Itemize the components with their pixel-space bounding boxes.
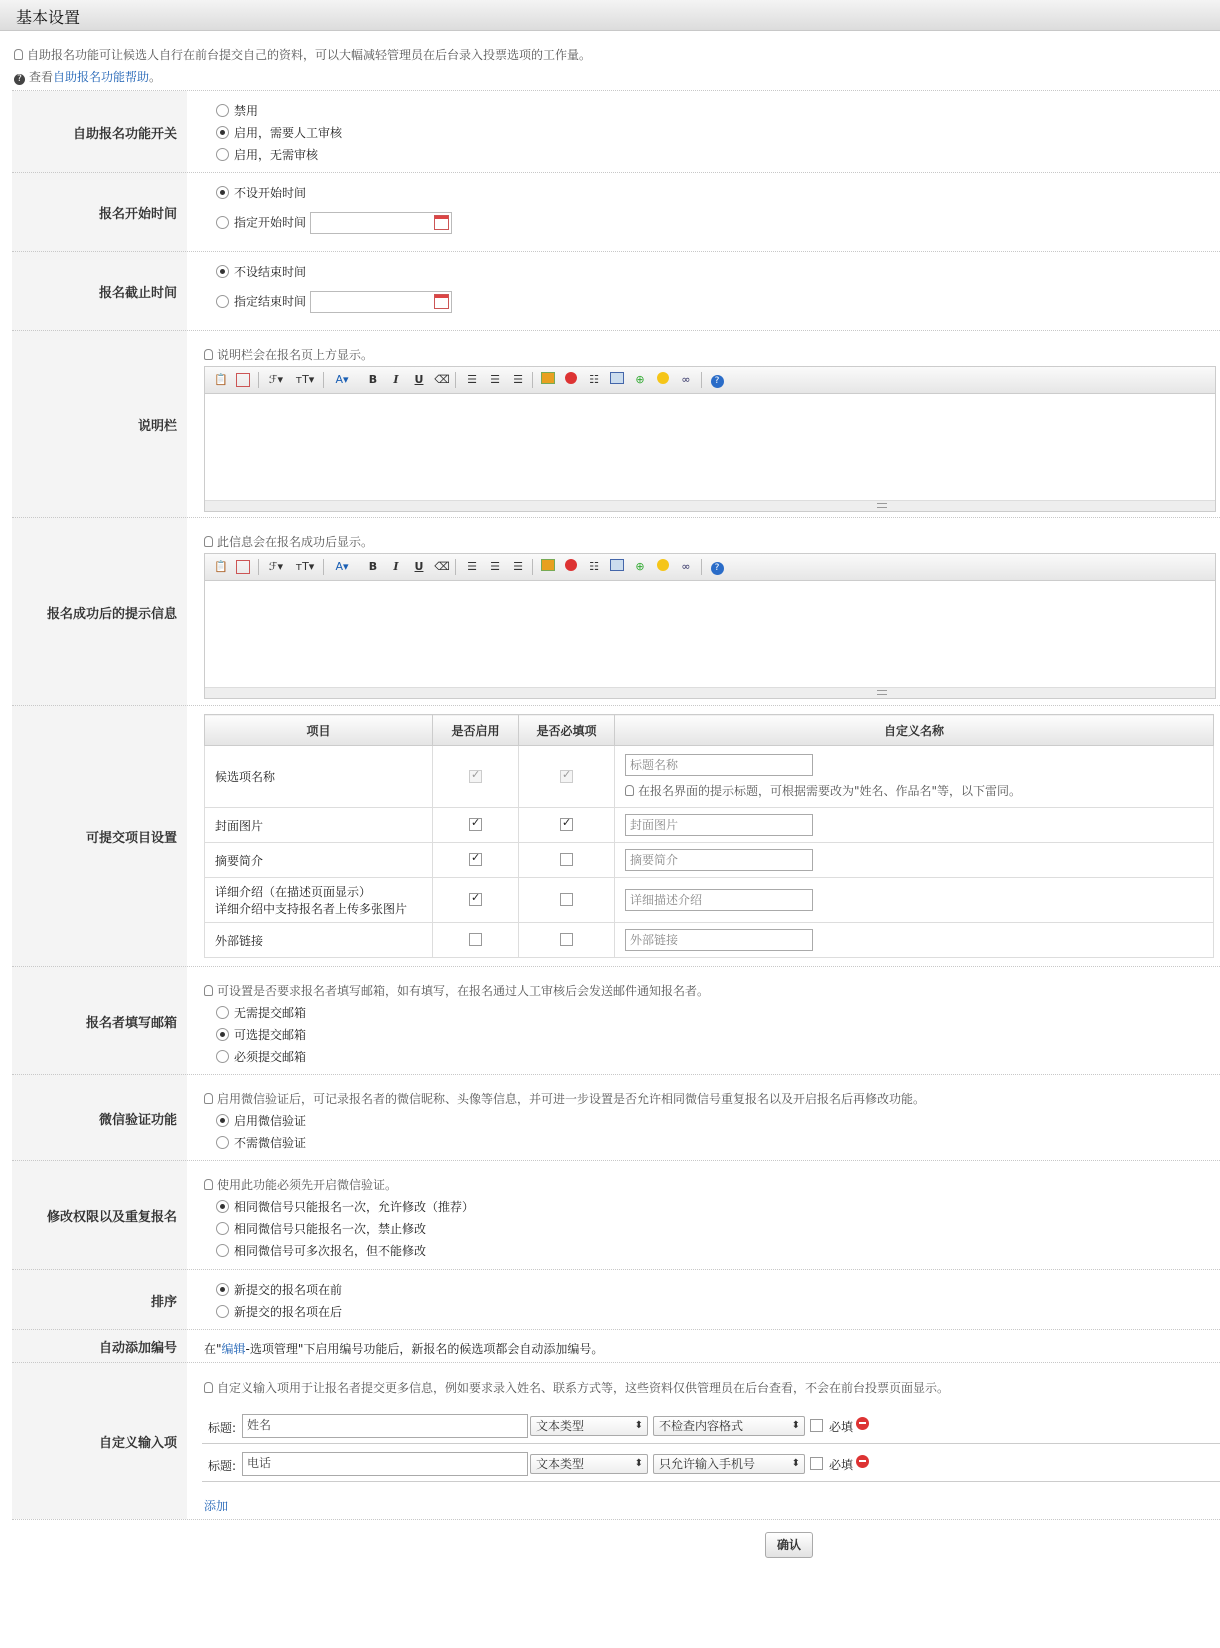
calendar-icon[interactable] bbox=[434, 294, 449, 309]
table-row bbox=[205, 923, 1214, 958]
row-email bbox=[12, 966, 1220, 1075]
sort-new-last[interactable]: 新提交的报名项在后 bbox=[216, 1303, 342, 1320]
font-size-icon[interactable]: ᴛT▾ bbox=[295, 560, 315, 573]
lightbulb-icon bbox=[204, 536, 213, 547]
wechat-enable[interactable]: 启用微信验证 bbox=[216, 1112, 306, 1129]
item-name: 候选项名称 bbox=[205, 746, 433, 808]
start-date-input[interactable] bbox=[310, 212, 452, 234]
table-row bbox=[205, 878, 1214, 923]
desc-tip: 说明栏会在报名页上方显示。 bbox=[204, 346, 373, 363]
paste-icon[interactable]: 📋 bbox=[214, 560, 228, 573]
list-icon[interactable]: ☷ bbox=[589, 560, 599, 573]
table-icon[interactable] bbox=[609, 559, 625, 575]
editor-resize[interactable] bbox=[205, 500, 1215, 511]
table-row bbox=[205, 843, 1214, 878]
custom-name-input[interactable]: 标题名称 bbox=[625, 754, 813, 776]
custom-name-input[interactable]: 摘要简介 bbox=[625, 849, 813, 871]
emoticon-icon[interactable] bbox=[655, 559, 671, 575]
radio[interactable] bbox=[216, 148, 229, 161]
bold-icon[interactable]: B bbox=[368, 560, 378, 573]
row-label: 报名成功后的提示信息 bbox=[12, 518, 187, 706]
col-header: 是否必填项 bbox=[519, 715, 615, 746]
enable-checkbox bbox=[469, 770, 482, 783]
format-select[interactable]: 不检查内容格式 ⬍ bbox=[653, 1416, 805, 1436]
required-checkbox bbox=[560, 770, 573, 783]
item-name: 详细介绍（在描述页面显示） 详细介绍中支持报名者上传多张图片 bbox=[205, 878, 433, 923]
switch-disable[interactable]: 禁用 bbox=[216, 102, 258, 119]
emoticon-icon[interactable] bbox=[655, 372, 671, 388]
radio[interactable] bbox=[216, 265, 229, 278]
row-autonum bbox=[12, 1329, 1220, 1363]
success-tip: 此信息会在报名成功后显示。 bbox=[204, 533, 373, 550]
custom-field-row bbox=[202, 1445, 1220, 1482]
row-label: 说明栏 bbox=[12, 331, 187, 518]
row-switch bbox=[12, 90, 1220, 173]
row-label: 排序 bbox=[12, 1270, 187, 1330]
row-end bbox=[12, 251, 1220, 331]
help-icon[interactable]: ? bbox=[709, 372, 725, 388]
custom-name-input[interactable]: 详细描述介绍 bbox=[625, 889, 813, 911]
eraser-icon[interactable]: ⌫ bbox=[434, 373, 450, 386]
help-icon[interactable]: ? bbox=[709, 559, 725, 575]
underline-icon[interactable]: U bbox=[414, 560, 424, 573]
col-header: 是否启用 bbox=[433, 715, 519, 746]
radio[interactable] bbox=[216, 1244, 229, 1257]
link-icon[interactable]: ∞ bbox=[681, 560, 691, 573]
enable-checkbox[interactable] bbox=[469, 933, 482, 946]
required-checkbox[interactable] bbox=[560, 853, 573, 866]
lightbulb-icon bbox=[204, 1179, 213, 1190]
type-select[interactable]: 文本类型 ⬍ bbox=[530, 1416, 648, 1436]
radio[interactable] bbox=[216, 1136, 229, 1149]
video-icon[interactable] bbox=[563, 559, 579, 575]
row-wechat bbox=[12, 1074, 1220, 1161]
required-checkbox[interactable] bbox=[560, 818, 573, 831]
row-label: 微信验证功能 bbox=[12, 1075, 187, 1161]
custom-field-row bbox=[202, 1407, 1220, 1444]
text-color-icon[interactable]: A▾ bbox=[335, 560, 349, 573]
item-name: 外部链接 bbox=[205, 923, 433, 958]
sort-new-first[interactable]: 新提交的报名项在前 bbox=[216, 1281, 342, 1298]
radio[interactable] bbox=[216, 1006, 229, 1019]
switch-manual[interactable]: 启用，需要人工审核 bbox=[216, 124, 342, 141]
start-specify[interactable]: 指定开始时间 bbox=[216, 212, 452, 234]
col-header: 自定义名称 bbox=[615, 715, 1214, 746]
item-tip: 在报名界面的提示标题，可根据需要改为"姓名、作品名"等，以下雷同。 bbox=[625, 782, 1203, 799]
type-select[interactable]: 文本类型 ⬍ bbox=[530, 1454, 648, 1474]
start-none[interactable]: 不设开始时间 bbox=[216, 184, 306, 201]
format-select[interactable]: 只允许输入手机号 ⬍ bbox=[653, 1454, 805, 1474]
lightbulb-icon bbox=[204, 1093, 213, 1104]
image-icon[interactable] bbox=[540, 372, 556, 388]
row-items bbox=[12, 705, 1220, 967]
items-table bbox=[204, 714, 1214, 958]
lightbulb-icon bbox=[204, 349, 213, 360]
align-left-icon[interactable]: ☰ bbox=[467, 373, 477, 386]
table-row bbox=[205, 808, 1214, 843]
required-checkbox[interactable] bbox=[810, 1457, 823, 1470]
lightbulb-icon bbox=[14, 49, 23, 60]
video-icon[interactable] bbox=[563, 372, 579, 388]
item-name: 摘要简介 bbox=[205, 843, 433, 878]
intro-tip: 自助报名功能可让候选人自行在前台提交自己的资料，可以大幅减轻管理员在后台录入投票选项的工作量。 bbox=[14, 46, 591, 63]
align-center-icon[interactable]: ☰ bbox=[490, 560, 500, 573]
confirm-button[interactable]: 确认 bbox=[765, 1532, 813, 1558]
required-checkbox[interactable] bbox=[560, 893, 573, 906]
align-right-icon[interactable]: ☰ bbox=[513, 373, 523, 386]
row-perm bbox=[12, 1160, 1220, 1270]
item-name: 封面图片 bbox=[205, 808, 433, 843]
font-family-icon[interactable]: ℱ▾ bbox=[268, 373, 284, 386]
radio[interactable] bbox=[216, 216, 229, 229]
insert-icon[interactable]: ⊕ bbox=[635, 560, 645, 573]
font-size-icon[interactable]: ᴛT▾ bbox=[295, 373, 315, 386]
text-color-icon[interactable]: A▾ bbox=[335, 373, 349, 386]
row-label: 报名者填写邮箱 bbox=[12, 967, 187, 1075]
lightbulb-icon bbox=[625, 785, 634, 796]
end-specify[interactable]: 指定结束时间 bbox=[216, 291, 452, 313]
help-link[interactable]: 自助报名功能帮助 bbox=[53, 70, 150, 84]
editor-toolbar bbox=[205, 554, 1215, 581]
custom-name-input[interactable]: 外部链接 bbox=[625, 929, 813, 951]
radio[interactable] bbox=[216, 126, 229, 139]
email-tip: 可设置是否要求报名者填写邮箱，如有填写，在报名通过人工审核后会发送邮件通知报名者。 bbox=[204, 982, 709, 999]
align-center-icon[interactable]: ☰ bbox=[490, 373, 500, 386]
row-success bbox=[12, 517, 1220, 706]
bold-icon[interactable]: B bbox=[368, 373, 378, 386]
wechat-disable[interactable]: 不需微信验证 bbox=[216, 1134, 306, 1151]
perm-multi[interactable]: 相同微信号可多次报名，但不能修改 bbox=[216, 1242, 426, 1259]
insert-icon[interactable]: ⊕ bbox=[635, 373, 645, 386]
custom-title-input[interactable]: 姓名 bbox=[242, 1414, 528, 1438]
row-desc bbox=[12, 330, 1220, 518]
row-label: 报名截止时间 bbox=[12, 252, 187, 331]
remove-icon[interactable] bbox=[856, 1455, 869, 1468]
email-required[interactable]: 必须提交邮箱 bbox=[216, 1048, 306, 1065]
required-label: 必填 bbox=[829, 1420, 854, 1434]
perm-once-edit[interactable]: 相同微信号只能报名一次，允许修改（推荐） bbox=[216, 1198, 474, 1215]
row-label: 修改权限以及重复报名 bbox=[12, 1161, 187, 1270]
page-header bbox=[0, 0, 1220, 31]
required-label: 必填 bbox=[829, 1458, 854, 1472]
radio[interactable] bbox=[216, 1283, 229, 1296]
radio[interactable] bbox=[216, 1200, 229, 1213]
end-date-input[interactable] bbox=[310, 291, 452, 313]
question-icon: ? bbox=[14, 74, 25, 85]
row-label: 可提交项目设置 bbox=[12, 706, 187, 967]
editor-resize[interactable] bbox=[205, 687, 1215, 698]
eraser-icon[interactable]: ⌫ bbox=[434, 560, 450, 573]
perm-once-noedit[interactable]: 相同微信号只能报名一次，禁止修改 bbox=[216, 1220, 426, 1237]
editor-content[interactable] bbox=[205, 394, 1215, 500]
radio[interactable] bbox=[216, 1050, 229, 1063]
email-none[interactable]: 无需提交邮箱 bbox=[216, 1004, 306, 1021]
remove-icon[interactable] bbox=[856, 1417, 869, 1430]
perm-tip: 使用此功能必须先开启微信验证。 bbox=[204, 1176, 397, 1193]
underline-icon[interactable]: U bbox=[414, 373, 424, 386]
paste-icon[interactable]: 📋 bbox=[214, 373, 228, 386]
required-checkbox[interactable] bbox=[810, 1419, 823, 1432]
success-editor[interactable] bbox=[204, 553, 1216, 699]
radio[interactable] bbox=[216, 1305, 229, 1318]
end-none[interactable]: 不设结束时间 bbox=[216, 263, 306, 280]
radio[interactable] bbox=[216, 1114, 229, 1127]
desc-editor[interactable] bbox=[204, 366, 1216, 512]
enable-checkbox[interactable] bbox=[469, 893, 482, 906]
row-label: 自动添加编号 bbox=[12, 1330, 187, 1363]
lightbulb-icon bbox=[204, 985, 213, 996]
custom-tip: 自定义输入项用于让报名者提交更多信息，例如要求录入姓名、联系方式等，这些资料仅供管理员在后台查看，不会在前台投票页面显示。 bbox=[204, 1379, 949, 1396]
radio[interactable] bbox=[216, 295, 229, 308]
fullscreen-icon[interactable] bbox=[236, 373, 250, 387]
enable-checkbox[interactable] bbox=[469, 853, 482, 866]
radio[interactable] bbox=[216, 1028, 229, 1041]
lightbulb-icon bbox=[204, 1382, 213, 1393]
radio[interactable] bbox=[216, 104, 229, 117]
calendar-icon[interactable] bbox=[434, 215, 449, 230]
editor-toolbar bbox=[205, 367, 1215, 394]
required-checkbox[interactable] bbox=[560, 933, 573, 946]
editor-content[interactable] bbox=[205, 581, 1215, 687]
align-right-icon[interactable]: ☰ bbox=[513, 560, 523, 573]
radio[interactable] bbox=[216, 1222, 229, 1235]
row-label: 报名开始时间 bbox=[12, 173, 187, 252]
row-custom bbox=[12, 1362, 1220, 1520]
italic-icon[interactable]: I bbox=[393, 560, 399, 573]
email-optional[interactable]: 可选提交邮箱 bbox=[216, 1026, 306, 1043]
col-header: 项目 bbox=[205, 715, 433, 746]
row-label: 自定义输入项 bbox=[12, 1363, 187, 1519]
radio[interactable] bbox=[216, 186, 229, 199]
fullscreen-icon[interactable] bbox=[236, 560, 250, 574]
title-label: 标题: bbox=[208, 1459, 237, 1473]
edit-link[interactable]: 编辑 bbox=[221, 1342, 246, 1356]
align-left-icon[interactable]: ☰ bbox=[467, 560, 477, 573]
row-label: 自助报名功能开关 bbox=[12, 91, 187, 173]
table-row bbox=[205, 746, 1214, 808]
custom-name-input[interactable]: 封面图片 bbox=[625, 814, 813, 836]
help-line: ? 查看自助报名功能帮助。 bbox=[14, 68, 161, 85]
title-label: 标题: bbox=[208, 1421, 237, 1435]
table-icon[interactable] bbox=[609, 372, 625, 388]
custom-title-input[interactable]: 电话 bbox=[242, 1452, 528, 1476]
wechat-tip: 启用微信验证后，可记录报名者的微信昵称、头像等信息，并可进一步设置是否允许相同微信号重复报名以及开启报名后再修改功能。 bbox=[204, 1090, 925, 1107]
enable-checkbox[interactable] bbox=[469, 818, 482, 831]
font-family-icon[interactable]: ℱ▾ bbox=[268, 560, 284, 573]
autonum-text: 在"编辑-选项管理"下启用编号功能后，新报名的候选项都会自动添加编号。 bbox=[204, 1342, 604, 1356]
list-icon[interactable]: ☷ bbox=[589, 373, 599, 386]
link-icon[interactable]: ∞ bbox=[681, 373, 691, 386]
page-title: 基本设置 bbox=[16, 8, 81, 27]
add-field-link[interactable]: 添加 bbox=[204, 1499, 229, 1513]
switch-auto[interactable]: 启用，无需审核 bbox=[216, 146, 318, 163]
row-sort bbox=[12, 1269, 1220, 1330]
row-start bbox=[12, 172, 1220, 252]
italic-icon[interactable]: I bbox=[393, 373, 399, 386]
image-icon[interactable] bbox=[540, 559, 556, 575]
